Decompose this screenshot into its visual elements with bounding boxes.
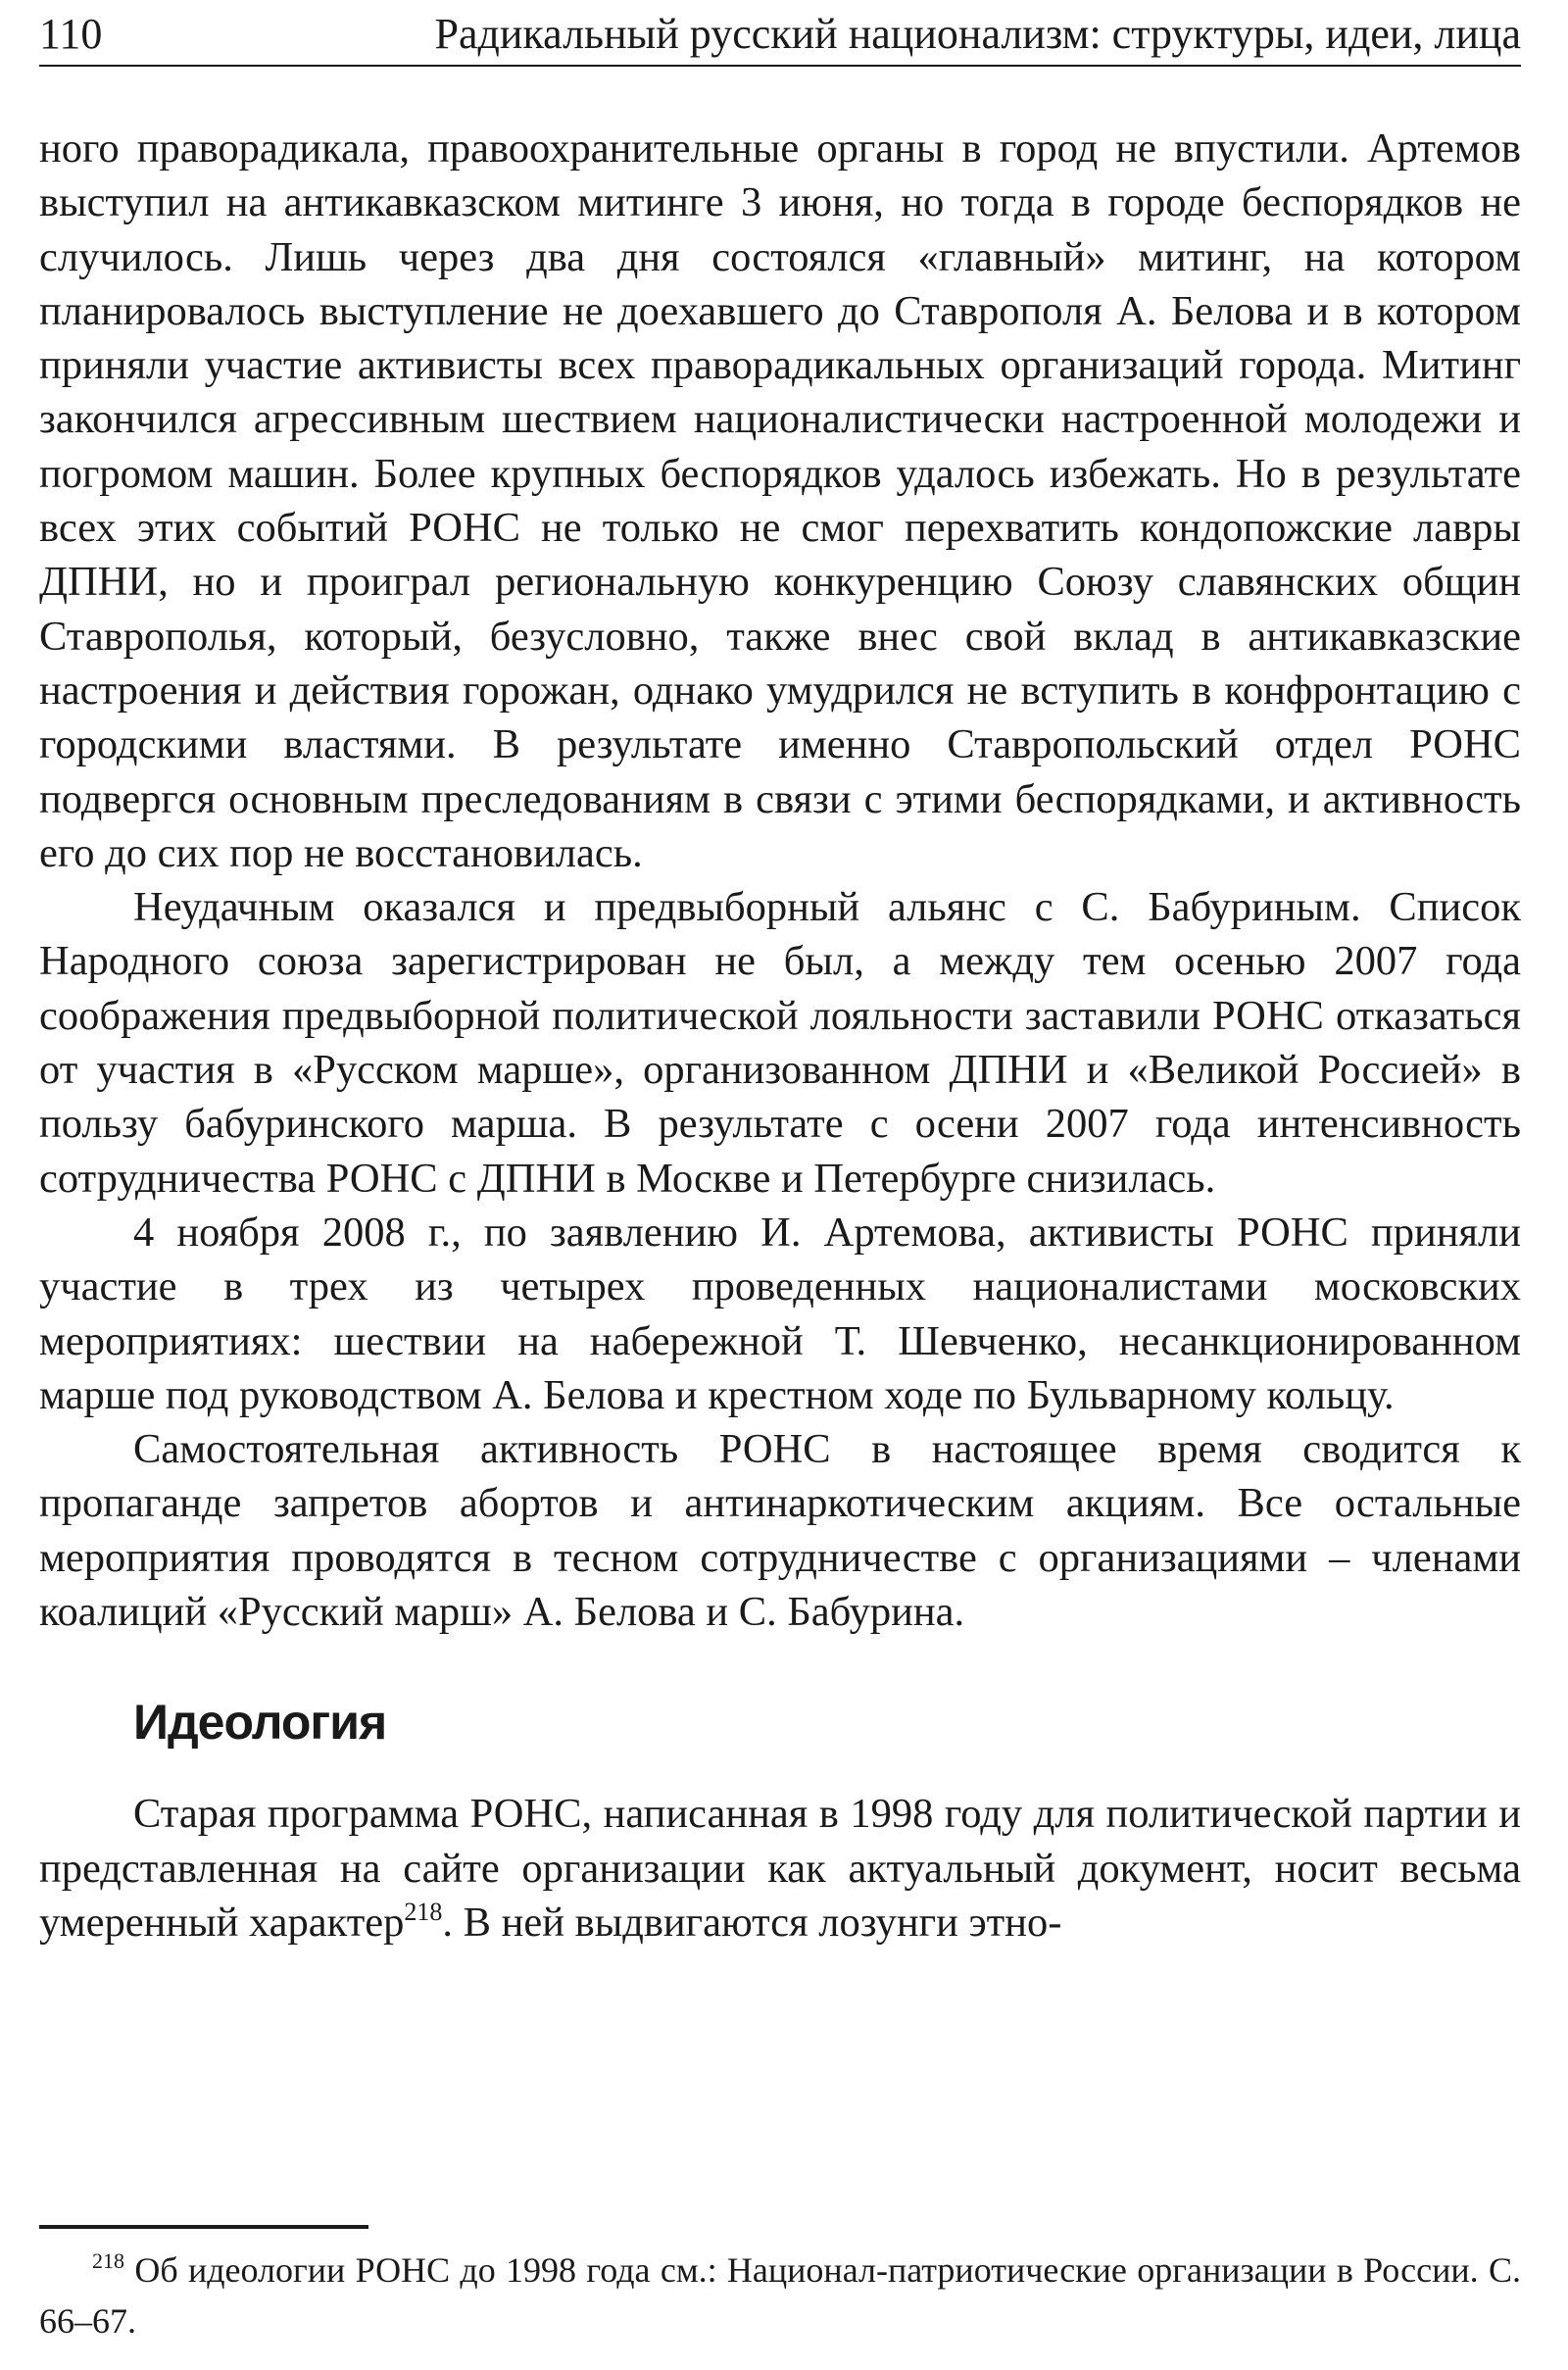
paragraph: 4 ноября 2008 г., по заявлению И. Артемова, активисты РОНС приняли участие в трех из четырех проведенных националистами московских мероприятиях: шествии на набережной Т. Шевченко, несанкционированном марше под руководством А. Белова и крестном ходе по Бульварному кольцу. [39, 1209, 1521, 1418]
running-header [39, 6, 1521, 67]
paragraph: Неудачным оказался и предвыборный альянс с С. Бабуриным. Список Народного союза зарегистрирован не был, а между тем осенью 2007 года соображения предвыборной политической лояльности заставили РОНС отказаться от участия в «Русском марше», организованном ДПНИ и «Великой Россией» в пользу бабуринского марша. В результате с осени 2007 года интенсивность сотрудничества РОНС с ДПНИ в Москве и Петербурге снизилась. [39, 884, 1521, 1202]
footnote [39, 2245, 1521, 2346]
body-text [39, 122, 1521, 1950]
footnote-text: Об идеологии РОНС до 1998 года см.: Национал-патриотические организации в России. С. 66–67. [39, 2250, 1521, 2341]
section-text-before-ref: Старая программа РОНС, написанная в 1998 году для политической партии и представленная на сайте организации как актуальный документ, носит весьма умеренный характер [39, 1791, 1521, 1946]
paragraph: Самостоятельная активность РОНС в настоящее время сводится к пропаганде запретов абортов и антинаркотическим акциям. Все остальные мероприятия проводятся в тесном сотрудничестве с организациями – членами коалиций «Русский марш» А. Белова и С. Бабурина. [39, 1426, 1521, 1636]
section-text-after-ref: . В ней выдвигаются лозунги этно- [442, 1899, 1062, 1946]
section-paragraph [39, 1787, 1521, 1950]
running-title: Радикальный русский национализм: структуры, идеи, лица [434, 10, 1521, 58]
footnote-divider [39, 2225, 368, 2229]
footnote-number: 218 [92, 2248, 124, 2273]
section-heading: Идеология [133, 1695, 387, 1751]
paragraph-continued: ного праворадикала, правоохранительные органы в город не впустили. Артемов выступил на антикавказском митинге 3 июня, но тогда в городе беспорядков не случилось. Лишь через два дня состоялся «главный» митинг, на котором планировалось выступление не доехавшего до Ставрополя А. Белова и в котором приняли участие активисты всех праворадикальных организаций города. Митинг закончился агрессивным шествием националистически настроенной молодежи и погромом машин. Более крупных беспорядков удалось избежать. Но в результате всех этих событий РОНС не только не смог перехватить кондопожские лавры ДПНИ, но и проиграл региональную конкуренцию Союзу славянских общин Ставрополья, который, безусловно, также внес свой вклад в антикавказские настроения и действия горожан, однако умудрился не вступить в конфронтацию с городскими властями. В результате именно Ставропольский отдел РОНС подвергся основным преследованиям в связи с этими беспорядками, и активность его до сих пор не восстановилась. [39, 125, 1521, 876]
footnote-reference: 218 [404, 1897, 443, 1926]
page-number: 110 [39, 10, 103, 58]
